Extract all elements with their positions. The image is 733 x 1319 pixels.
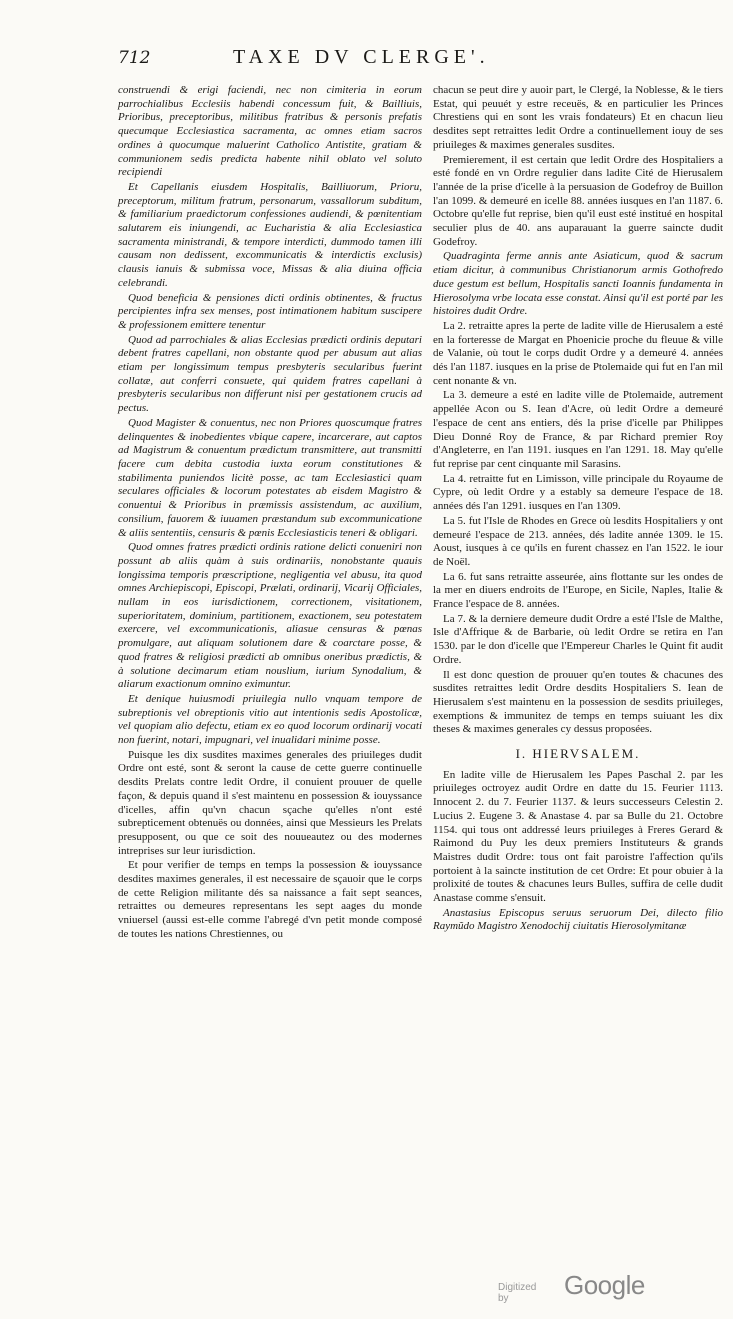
paragraph: Et denique huiusmodi priuilegia nullo vnquam tempore de subreptionis vel obreptionis vitio aut intentionis sedis Apostolicæ, vel quopiam alio defectu, etiam ex eo quod locorum ordinarij vocati non fuerint, notari, impugnari, vel inualidari minime posse.	[118, 692, 422, 747]
paragraph: construendi & erigi faciendi, nec non cimiteria in eorum parrochialibus Ecclesiis habendi concessum fuit, & Bailliuis, Prioribus, preceptoribus, militibus fratribus & personis prefatis quecumque Ecclesiastica sacramenta, ac omnes etiam sacros ordines à quocumque maluerint Catholico Antistite, gratiam & communionem sedis predicta habente nihil oblato vel soluto recipiendi	[118, 84, 422, 179]
right-column	[433, 84, 723, 935]
section-heading: I. HIERVSALEM.	[515, 746, 641, 762]
page-number: 712	[118, 48, 151, 68]
paragraph: Quod omnes fratres prædicti ordinis ratione delicti conueniri non possunt ab aliis quàm à suis ordinariis, nonobstante quauis longissima temporis præscriptione, negligentia vel abusu, ita quod omnes Archiepiscopi, Episcopi, Prælati, ordinarij, Vicarij Officiales, nullam in eos iurisdictionem, correctionem, visitationem, superioritatem, dominium, partitionem, exactionem, seu potestatem exercere, vel excommunicationis, aliasue censuras & pœnas promulgare, aut aliquam solutionem dare & coarctare posse, & quod fratres & religiosi prædicti ab omnibus oneribus prædictis, & à solutione decimarum etiam nouslium, iurium Synodalium, & aliarum exactionum omnino eximuntur.	[118, 541, 422, 691]
paragraph: Quod Magister & conuentus, nec non Priores quoscumque fratres delinquentes & inobedientes vbique capere, incarcerare, aut captos ad Magistrum & conuentum prædictum transmittere, aut transmitti facere cum debita custodia iuxta eorum constitutiones & stabilimenta puniendos licitè posse, ac tam Ecclesiastici quam seculares officiales & locorum potestates ab eisdem Magistro & conuentui & Prioribus in præmissis assistendum, ac auxilium, consilium, fauorem & iuuamen præstandum sub excommunicatione & aliis sententiis, censuris & pœnis Ecclesiasticis teneri & obligari.	[118, 416, 422, 539]
paragraph: La 6. fut sans retraitte asseurée, ains flottante sur les ondes de la mer en diuers endroits de l'Europe, en Sicile, Naples, Italie & France l'espace de 8. années.	[433, 570, 723, 611]
paragraph: Et Capellanis eiusdem Hospitalis, Bailliuorum, Prioru, preceptorum, militum fratrum, personarum, vassallorum subditum, & familiarium praedictorum confessiones audiendi, & pœnitentiam salutarem eis iniungendi, ac Eucharistia & alia Ecclesiastica sacramenta ministrandi, & tempore interdicti, dummodo tamen illi causam non dedissent, excommunicatis & interdictis exclusis) clausis ianuis & submissa voce, Missas & alia diuina officia celebrandi.	[118, 180, 422, 289]
paragraph: La 5. fut l'Isle de Rhodes en Grece où lesdits Hospitaliers y ont demeuré l'espace de 213. années, dés ladite année 1309. le 15. Aoust, iusques à ce qu'ils en furent chassez en l'an 1522. le iour de Noël.	[433, 514, 723, 568]
paragraph: Premierement, il est certain que ledit Ordre des Hospitaliers a esté fondé en vn Ordre regulier dans ladite Cité de Hierusalem l'année de la prise d'icelle à la persuasion de Godefroy de Buillon l'an 1099. & demeuré en icelle 88. années iusques en l'an 1187. 6. Octobre qu'elle fut reprise, bien qu'il eust esté institué en hospital seculier plus de 40. ans auparauant la guerre saincte dudit Godefroy.	[433, 153, 723, 248]
page-header	[118, 46, 718, 74]
paragraph: Quod ad parrochiales & alias Ecclesias prædicti ordinis deputari debent fratres capellani, non obstante quod per abusum aut alias etiam per longissimum tempus presbyteris secularibus fuerint collatæ, aut conferri consuete, qui quidem fratres capellani à presbyteris secularibus non differunt nisi per gestationem crucis ad pectus.	[118, 333, 422, 415]
paragraph: Puisque les dix susdites maximes generales des priuileges dudit Ordre ont esté, sont & seront la cause de cette guerre continuelle desdits Prelats contre ledit Ordre, il conuient prouuer de quelle façon, & depuis quand il s'est maintenu en possession & iouyssance d'icelles, affin qu'vn chacun sçache qu'elles n'ont esté subrepticement obtenuës ou données, ainsi que Messieurs les Prelats presupposent, ou que ce soit des nouueautez ou des modernes intreprises sur leur iurisdiction.	[118, 748, 422, 857]
paragraph: La 2. retraitte apres la perte de ladite ville de Hierusalem a esté en la forteresse de Margat en Phoenicie proche du fleuue & ville de Valanie, où tout le corps dudit Ordre y a demeuré 4. années dés l'an 1187. iusques en la prise de Ptolemaide qui fut en l'an mil cent nonante & vn.	[433, 319, 723, 387]
google-logo: Google	[564, 1270, 645, 1300]
paragraph: Anastasius Episcopus seruus seruorum Dei, dilecto filio Raymũdo Magistro Xenodochij ciuitatis Hierosolymitanæ	[433, 906, 723, 933]
running-title: TAXE DV CLERGE'.	[233, 46, 490, 68]
paragraph: En ladite ville de Hierusalem les Papes Paschal 2. par les priuileges octroyez audit Ordre en datte du 15. Feurier 1113. Innocent 2. du 7. Feurier 1137. & leurs successeurs Celestin 2. Lucius 2. Eugene 3. & Anastase 4. par sa Bulle du 21. Octobre 1154. qui tous ont addressé leurs priuileges à Freres Gerard & Raimond du Puy les deux premiers Instituteurs & grands Maistres dudit Ordre: tous ont fait paroistre l'affection qu'ils portoient à la saincte institution de cet Ordre: Et pour obuier à la prolixité de toutes & chacunes leurs Bulles, suffira de celle dudit Anastase comme s'ensuit.	[433, 768, 723, 905]
paragraph: La 3. demeure a esté en ladite ville de Ptolemaide, autrement appellée Acon ou S. Iean d'Acre, où ledit Ordre a demeuré l'espace de cent ans entiers, dés la prise d'icelle par Philippes Dieu Donné Roy de France, & par Richard premier Roy d'Angleterre, en l'an 1191. iusques en l'an 1291. 18. May qu'elle fut reprise par cent cinquante mil Sarasins.	[433, 389, 723, 470]
paragraph: Quadraginta ferme annis ante Asiaticum, quod & sacrum etiam dicitur, à communibus Christianorum armis Gothofredo duce gestum est bellum, Hospitalis sancti Ioannis fundamenta in Hierosolyma vrbe locata esse constat. Ainsi qu'il est porté par les histoires dudit Ordre.	[433, 250, 723, 318]
paragraph: La 7. & la derniere demeure dudit Ordre a esté l'Isle de Malthe, Isle d'Affrique & de Barbarie, où ledit Ordre se retira en l'an 1530. par le don d'icelle que l'Empereur Charles le Quint fit audit Ordre.	[433, 612, 723, 666]
left-column	[118, 84, 422, 943]
paragraph: Quod beneficia & pensiones dicti ordinis obtinentes, & fructus percipientes infra sex menses, post intimationem habitum suscipere & professionem emittere tenentur	[118, 291, 422, 331]
paragraph: Et pour verifier de temps en temps la possession & iouyssance desdites maximes generales, il est necessaire de sçauoir que le corps de cette Religion militante dés sa naissance a fait sept seances, retraittes ou demeures representans les sept aages du monde vniuersel (aussi est-elle comme l'abregé d'vn petit monde composé de toutes les nations Chrestiennes, ou	[118, 859, 422, 940]
watermark-label: Digitized by	[498, 1282, 537, 1304]
paragraph: Il est donc question de prouuer qu'en toutes & chacunes des susdites retraittes ledit Ordre desdits Hospitaliers S. Iean de Hierusalem s'est maintenu en la possession de sesdits priuileges, exemptions & immunitez de temps en temps suiuant les dix theses & maximes generales cy dessus proposées.	[433, 668, 723, 736]
paragraph: La 4. retraitte fut en Limisson, ville principale du Royaume de Cypre, où ledit Ordre y a estably sa demeure l'espace de 18. années dés l'an 1291. iusques en l'an 1309.	[433, 472, 723, 513]
paragraph: chacun se peut dire y auoir part, le Clergé, la Noblesse, & le tiers Estat, qui peuuét y estre receuës, & en particulier les Princes Chrestiens qui en sont les vrais fondateurs) Et en chacun lieu desdites sept retraittes ledit Ordre a continuellement iouy de ses priuileges & maximes generales susdites.	[433, 84, 723, 151]
